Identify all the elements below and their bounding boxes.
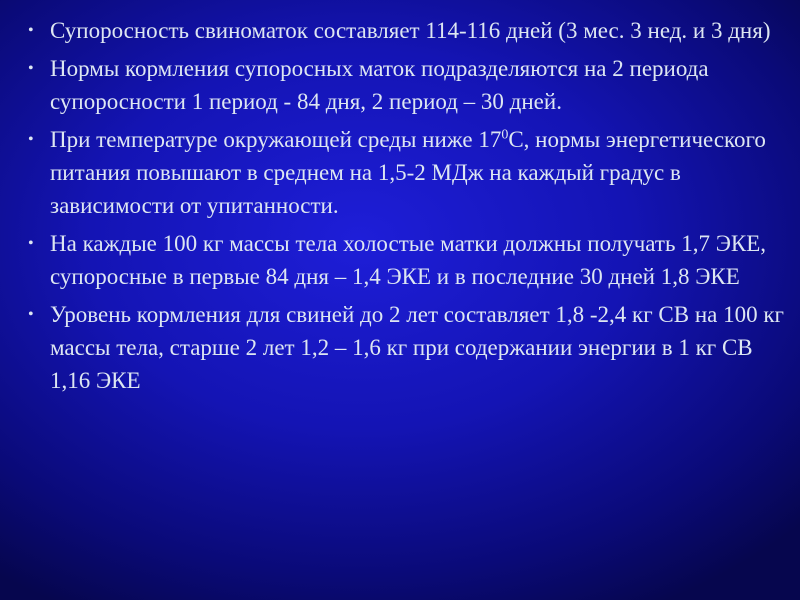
bullet-feeding-level	[28, 298, 788, 397]
bullet-temperature-energy	[28, 123, 788, 222]
bullet-feeding-periods	[28, 52, 788, 118]
bullet-point-icon: •	[28, 131, 34, 148]
bullet-text: Уровень кормления для свиней до 2 лет составляет 1,8 -2,4 кг СВ на 100 кг массы тела, старше 2 лет 1,2 – 1,6 кг при содержании энергии в 1 кг СВ 1,16 ЭКЕ	[50, 302, 784, 393]
bullet-point-icon: •	[28, 60, 34, 77]
bullet-point-icon: •	[28, 235, 34, 252]
bullet-text: Супоросность свиноматок составляет 114-116 дней (3 мес. 3 нед. и 3 дня)	[50, 18, 771, 43]
bullet-text: На каждые 100 кг массы тела холостые матки должны получать 1,7 ЭКЕ, супоросные в первые 84 дня – 1,4 ЭКЕ и в последние 30 дней 1,8 ЭКЕ	[50, 231, 767, 289]
bullet-point-icon: •	[28, 306, 34, 323]
bullet-text: Нормы кормления супоросных маток подразделяются на 2 периода супоросности 1 период - 84 дня, 2 период – 30 дней.	[50, 56, 709, 114]
bullet-gestation-duration	[28, 14, 788, 47]
bullet-point-icon: •	[28, 22, 34, 39]
bullet-text-after: С, нормы энергетического питания повышают в среднем на 1,5-2 МДж на каждый градус в зависимости от упитанности.	[50, 127, 766, 218]
bullet-superscript: 0	[501, 127, 509, 143]
bullet-text-before: При температуре окружающей среды ниже 17	[50, 127, 502, 152]
bullet-list	[28, 14, 788, 402]
bullet-eke-per-100kg	[28, 227, 788, 293]
